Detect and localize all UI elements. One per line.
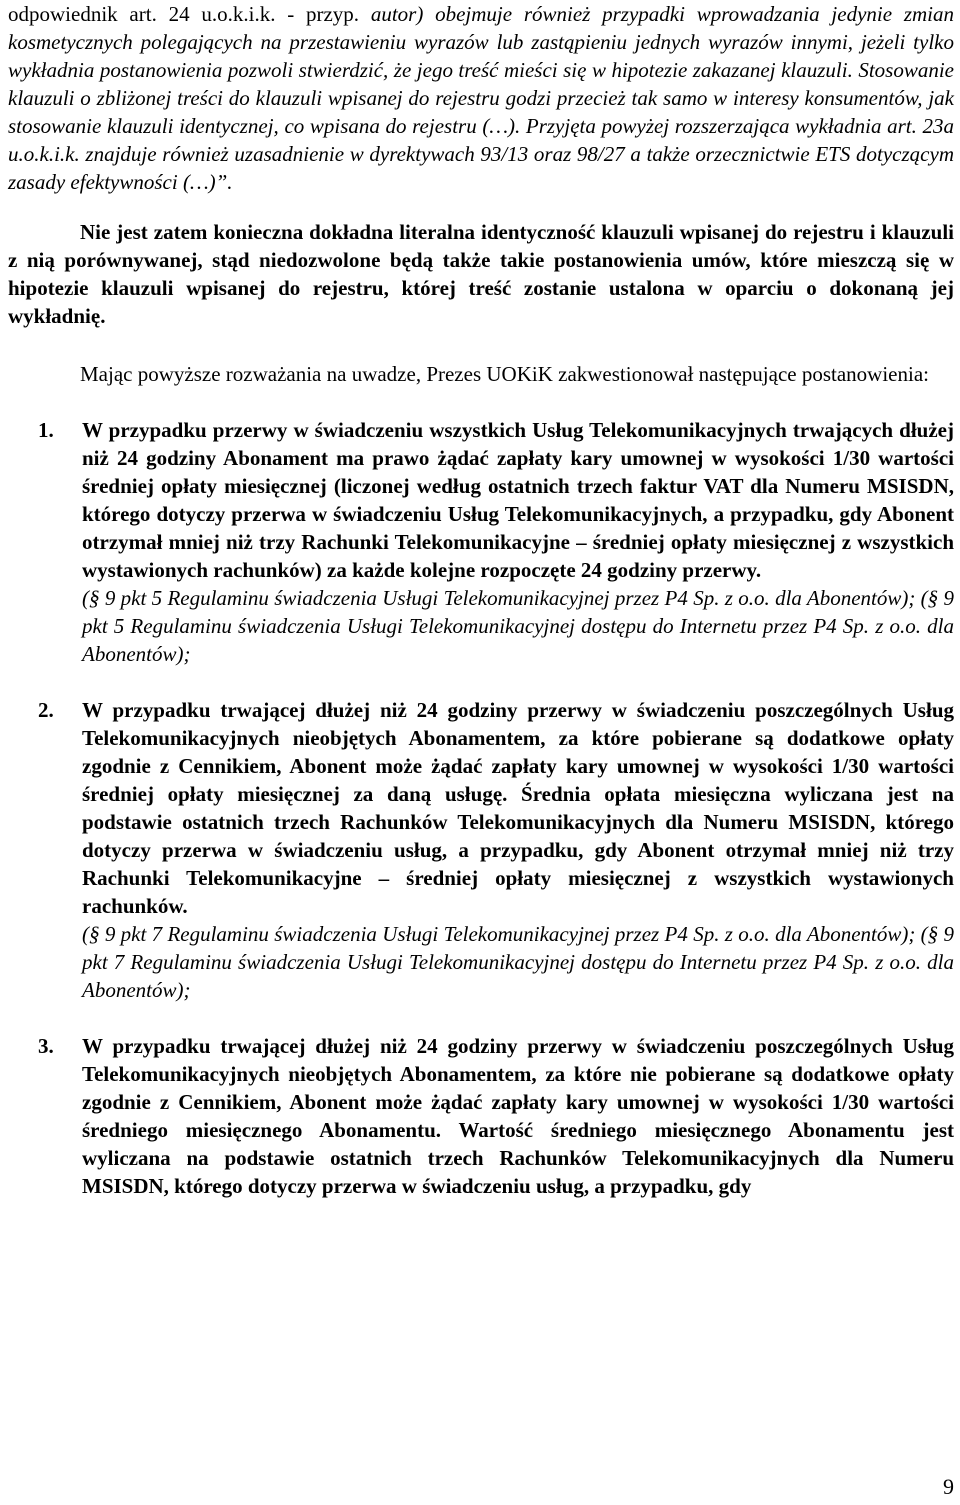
conclusion-paragraph: Nie jest zatem konieczna dokładna literalna identyczność klauzuli wpisanej do rejestru i klauzuli z nią porównywanej, stąd niedozwolone będą także takie postanowienia umów, które mieszczą się w hipotezie klauzuli wpisanej do rejestru, której treść zostanie ustalona w oparciu o dokonaną jej wykładnię. <box>8 220 954 328</box>
clause-number: 2. <box>38 698 54 722</box>
document-page <box>8 0 954 1228</box>
quote-lead: odpowiednik art. 24 u.o.k.i.k. - przyp. <box>8 2 360 26</box>
clause-text: W przypadku trwającej dłużej niż 24 godziny przerwy w świadczeniu poszczególnych Usług Telekomunikacyjnych nieobjętych Abonamentem, za które pobierane są dodatkowe opłaty zgodnie z Cennikiem, Abonent może żądać zapłaty kary umownej w wysokości 1/30 wartości średniej opłaty miesięcznej za daną usługę. Średnia opłata miesięczna wyliczana jest na podstawie ostatnich trzech Rachunków Telekomunikacyjnych dla Numeru MSISDN, którego dotyczy przerwa w świadczeniu usług, a przypadku, gdy Abonent otrzymał mniej niż trzy Rachunki Telekomunikacyjne – średniej opłaty miesięcznej z wszystkich wystawionych rachunków. <box>82 698 954 918</box>
clause-item <box>8 1032 954 1200</box>
clause-text: W przypadku trwającej dłużej niż 24 godziny przerwy w świadczeniu poszczególnych Usług Telekomunikacyjnych nieobjętych Abonamentem, za które nie pobierane są dodatkowe opłaty zgodnie z Cennikiem, Abonent może żądać zapłaty kary umownej w wysokości 1/30 wartości średniego miesięcznego Abonamentu. Wartość średniego miesięcznego Abonamentu jest wyliczana na podstawie ostatnich trzech Rachunków Telekomunikacyjnych dla Numeru MSISDN, którego dotyczy przerwa w świadczeniu usług, a przypadku, gdy <box>82 1034 954 1198</box>
clause-item <box>8 416 954 668</box>
clause-item <box>8 696 954 1004</box>
quote-body: autor) obejmuje również przypadki wprowadzania jedynie zmian kosmetycznych polegających na przestawieniu wyrazów lub zastąpieniu jednych wyrazów innymi, jeżeli tylko wykładnia postanowienia pozwoli stwierdzić, że jego treść mieści się w hipotezie zakazanej klauzuli. Stosowanie klauzuli o zbliżonej treści do klauzuli wpisanej do rejestru godzi przecież tak samo w interesy konsumentów, jak stosowanie klauzuli identycznej, co wpisana do rejestru (…). Przyjęta powyżej rozszerzająca wykładnia art. 23a u.o.k.i.k. znajduje również uzasadnienie w dyrektywach 93/13 oraz 98/27 a także orzecznictwie ETS dotyczącym zasady efektywności (…)”. <box>8 2 954 194</box>
page-number: 9 <box>943 1474 954 1499</box>
clause-reference: (§ 9 pkt 5 Regulaminu świadczenia Usługi Telekomunikacyjnej przez P4 Sp. z o.o. dla Abonentów); (§ 9 pkt 5 Regulaminu świadczenia Usługi Telekomunikacyjnej dostępu do Internetu przez P4 Sp. z o.o. dla Abonentów); <box>82 586 954 666</box>
intro-paragraph: Mając powyższe rozważania na uwadze, Prezes UOKiK zakwestionował następujące postanowienia: <box>80 362 929 386</box>
quote-paragraph <box>8 0 954 196</box>
clause-text: W przypadku przerwy w świadczeniu wszystkich Usług Telekomunikacyjnych trwających dłużej niż 24 godziny Abonament ma prawo żądać zapłaty kary umownej w wysokości 1/30 wartości średniej opłaty miesięcznej (liczonej według ostatnich trzech faktur VAT dla Numeru MSISDN, którego dotyczy przerwa w świadczeniu Usług Telekomunikacyjnych, a przypadku, gdy Abonent otrzymał mniej niż trzy Rachunki Telekomunikacyjne – średniej opłaty miesięcznej z wszystkich wystawionych rachunków) za każde kolejne rozpoczęte 24 godziny przerwy. <box>82 418 954 582</box>
clause-number: 3. <box>38 1034 54 1058</box>
clause-list <box>8 416 954 1200</box>
clause-reference: (§ 9 pkt 7 Regulaminu świadczenia Usługi Telekomunikacyjnej przez P4 Sp. z o.o. dla Abonentów); (§ 9 pkt 7 Regulaminu świadczenia Usługi Telekomunikacyjnej dostępu do Internetu przez P4 Sp. z o.o. dla Abonentów); <box>82 922 954 1002</box>
clause-number: 1. <box>38 418 54 442</box>
